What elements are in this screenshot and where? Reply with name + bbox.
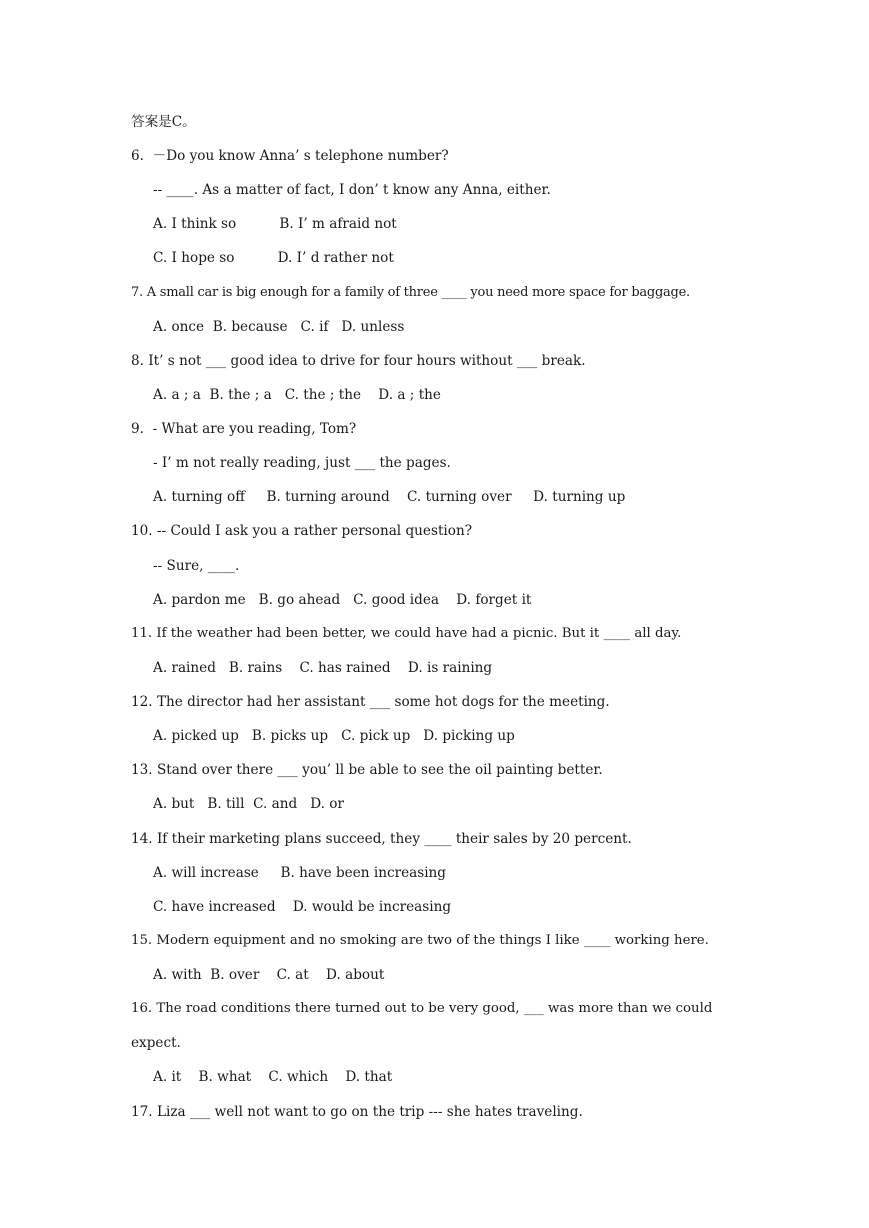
- question-6-options-ab: A. I think so B. I’ m afraid not: [153, 216, 397, 232]
- question-15-options: A. with B. over C. at D. about: [153, 967, 385, 983]
- question-14-options-cd: C. have increased D. would be increasing: [153, 899, 452, 915]
- question-8: 8. It’ s not ___ good idea to drive for four hours without ___ break.: [131, 353, 586, 369]
- question-11: 11. If the weather had been better, we could have had a picnic. But it ____ all day.: [131, 626, 682, 641]
- question-10: 10. -- Could I ask you a rather personal question?: [131, 523, 472, 539]
- question-17: 17. Liza ___ well not want to go on the trip --- she hates traveling.: [131, 1104, 583, 1120]
- question-14: 14. If their marketing plans succeed, they ____ their sales by 20 percent.: [131, 831, 632, 847]
- question-10-options: A. pardon me B. go ahead C. good idea D. forget it: [153, 592, 532, 608]
- question-12-options: A. picked up B. picks up C. pick up D. picking up: [153, 728, 515, 744]
- question-6-response: -- ____. As a matter of fact, I don’ t know any Anna, either.: [153, 182, 551, 198]
- answer-note: 答案是C。: [131, 114, 196, 130]
- question-13-options: A. but B. till C. and D. or: [153, 796, 344, 812]
- question-9: 9. - What are you reading, Tom?: [131, 421, 357, 437]
- question-13: 13. Stand over there ___ you’ ll be able to see the oil painting better.: [131, 762, 603, 778]
- question-7: 7. A small car is big enough for a family of three ____ you need more space for baggage.: [131, 285, 690, 300]
- question-9-options: A. turning off B. turning around C. turning over D. turning up: [153, 489, 626, 505]
- question-10-response: -- Sure, ____.: [153, 558, 240, 574]
- question-6: 6. －Do you know Anna’ s telephone number?: [131, 148, 449, 164]
- question-12: 12. The director had her assistant ___ some hot dogs for the meeting.: [131, 694, 610, 710]
- question-16-options: A. it B. what C. which D. that: [153, 1069, 393, 1085]
- question-8-options: A. a ; a B. the ; a C. the ; the D. a ; the: [153, 387, 441, 403]
- question-14-options-ab: A. will increase B. have been increasing: [153, 865, 446, 881]
- question-16-continuation: expect.: [131, 1035, 181, 1051]
- question-11-options: A. rained B. rains C. has rained D. is raining: [153, 660, 493, 676]
- question-9-response: - I’ m not really reading, just ___ the pages.: [153, 455, 451, 471]
- question-16: 16. The road conditions there turned out to be very good, ___ was more than we could: [131, 1001, 713, 1016]
- question-15: 15. Modern equipment and no smoking are two of the things I like ____ working here.: [131, 933, 709, 948]
- question-6-options-cd: C. I hope so D. I’ d rather not: [153, 250, 394, 266]
- question-7-options: A. once B. because C. if D. unless: [153, 319, 405, 335]
